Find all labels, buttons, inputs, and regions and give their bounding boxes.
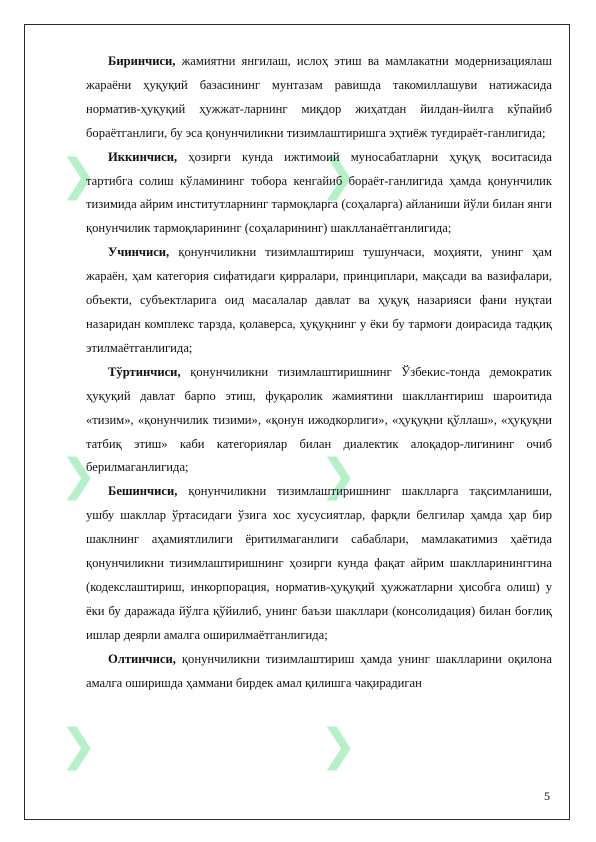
watermark-logo-mark: ❯ xyxy=(60,720,97,771)
paragraph-3 xyxy=(86,241,552,361)
watermark-logo-mark: ❯ xyxy=(320,450,357,501)
paragraph-lead: Тўртинчиси, xyxy=(108,364,181,379)
watermark-logo-mark: ❯ xyxy=(320,720,357,771)
paragraph-lead: Бешинчиси, xyxy=(108,484,178,499)
paragraph-4 xyxy=(86,361,552,481)
paragraph-6 xyxy=(86,648,552,696)
watermark-logo-mark: ❯ xyxy=(320,150,357,201)
paragraph-body: ҳозирги кунда ижтимоий муносабатларни ҳуқуқ воситасида тартибга солиш кўламининг тобора кенгайиб бораёт-ганлигида ҳамда қонунчилик тизимида айрим институтларнинг тармоқларга (соҳаларга) айланиши йўли билан янги қонунчилик тармоқларининг (соҳаларининг) шаклланаётганлигида; xyxy=(86,149,552,236)
page-number: 5 xyxy=(544,789,550,803)
paragraph-body: қонунчиликни тизимлаштириш ҳамда унинг шаклларини оқилона амалга оширишда ҳаммани бирдек амал қилишга чақирадиган xyxy=(86,651,552,690)
paragraph-2 xyxy=(86,146,552,242)
paragraph-lead: Олтинчиси, xyxy=(108,651,176,666)
paragraph-lead: Иккинчиси, xyxy=(108,149,178,164)
paragraph-body: қонунчиликни тизимлаштиришнинг Ўзбекис-тонда демократик ҳуқуқий давлат барпо этиш, фуқаролик жамиятини шакллантириш шароитида «тизим», «қонунчилик тизими», «қонун ижодкорлиги», «ҳуқуқни қўллаш», «ҳуқуқни татбиқ этиш» каби категориялар билан диалектик алоқадор-лигининг очиб берилмаганлигида; xyxy=(86,364,552,475)
watermark-logo-mark: ❯ xyxy=(60,150,97,201)
paragraph-1 xyxy=(86,50,552,146)
paragraph-body: қонунчиликни тизимлаштиришнинг шаклларга тақсимланиши, ушбу шакллар ўртасидаги ўзига хос хусусиятлар, фарқли белгилар ҳамда ҳар бир шаклнинг аҳамиятлилиги ёритилмаганлиги сабаблари, мамлакатимиз ҳаётида қонунчиликни тизимлаштиришнинг ҳозирги кунда фақат айрим шаклларининггина (кодекслаштириш, инкорпорация, норматив-ҳуқуқий ҳужжатларни ҳисобга олиш) у ёки бу даражада йўлга қўйилиб, унинг баъзи шакллари (консолидация) билан боғлиқ ишлар деярли амалга оширилмаётганлигида; xyxy=(86,484,552,642)
paragraph-body: жамиятни янгилаш, ислоҳ этиш ва мамлакатни модернизациялаш жараёни ҳуқуқий базасининг мунтазам равишда такомиллашуви натижасида норматив-ҳуқуқий ҳужжат-ларнинг миқдор жиҳатдан йилдан-йилга кўпайиб бораётганлиги, бу эса қонунчиликни тизимлаштиришга эҳтиёж туғдираёт-ганлигида; xyxy=(86,54,552,140)
paragraph-5 xyxy=(86,480,552,647)
paragraph-lead: Биринчиси, xyxy=(108,54,176,68)
watermark-logo-mark: ❯ xyxy=(60,450,97,501)
body-text xyxy=(86,50,552,695)
paragraph-body: қонунчиликни тизимлаштириш тушунчаси, моҳияти, унинг ҳам жараён, ҳам категория сифатидаги қирралари, принциплари, мақсади ва вазифалари, объекти, субъектларига оид масалалар давлат ва ҳуқуқ назарияси фани нуқтаи назаридан комплекс тарзда, қолаверса, ҳуқуқнинг у ёки бу тармоғи доирасида тадқиқ этилмаётганлигида; xyxy=(86,245,552,355)
paragraph-lead: Учинчиси, xyxy=(108,245,170,260)
